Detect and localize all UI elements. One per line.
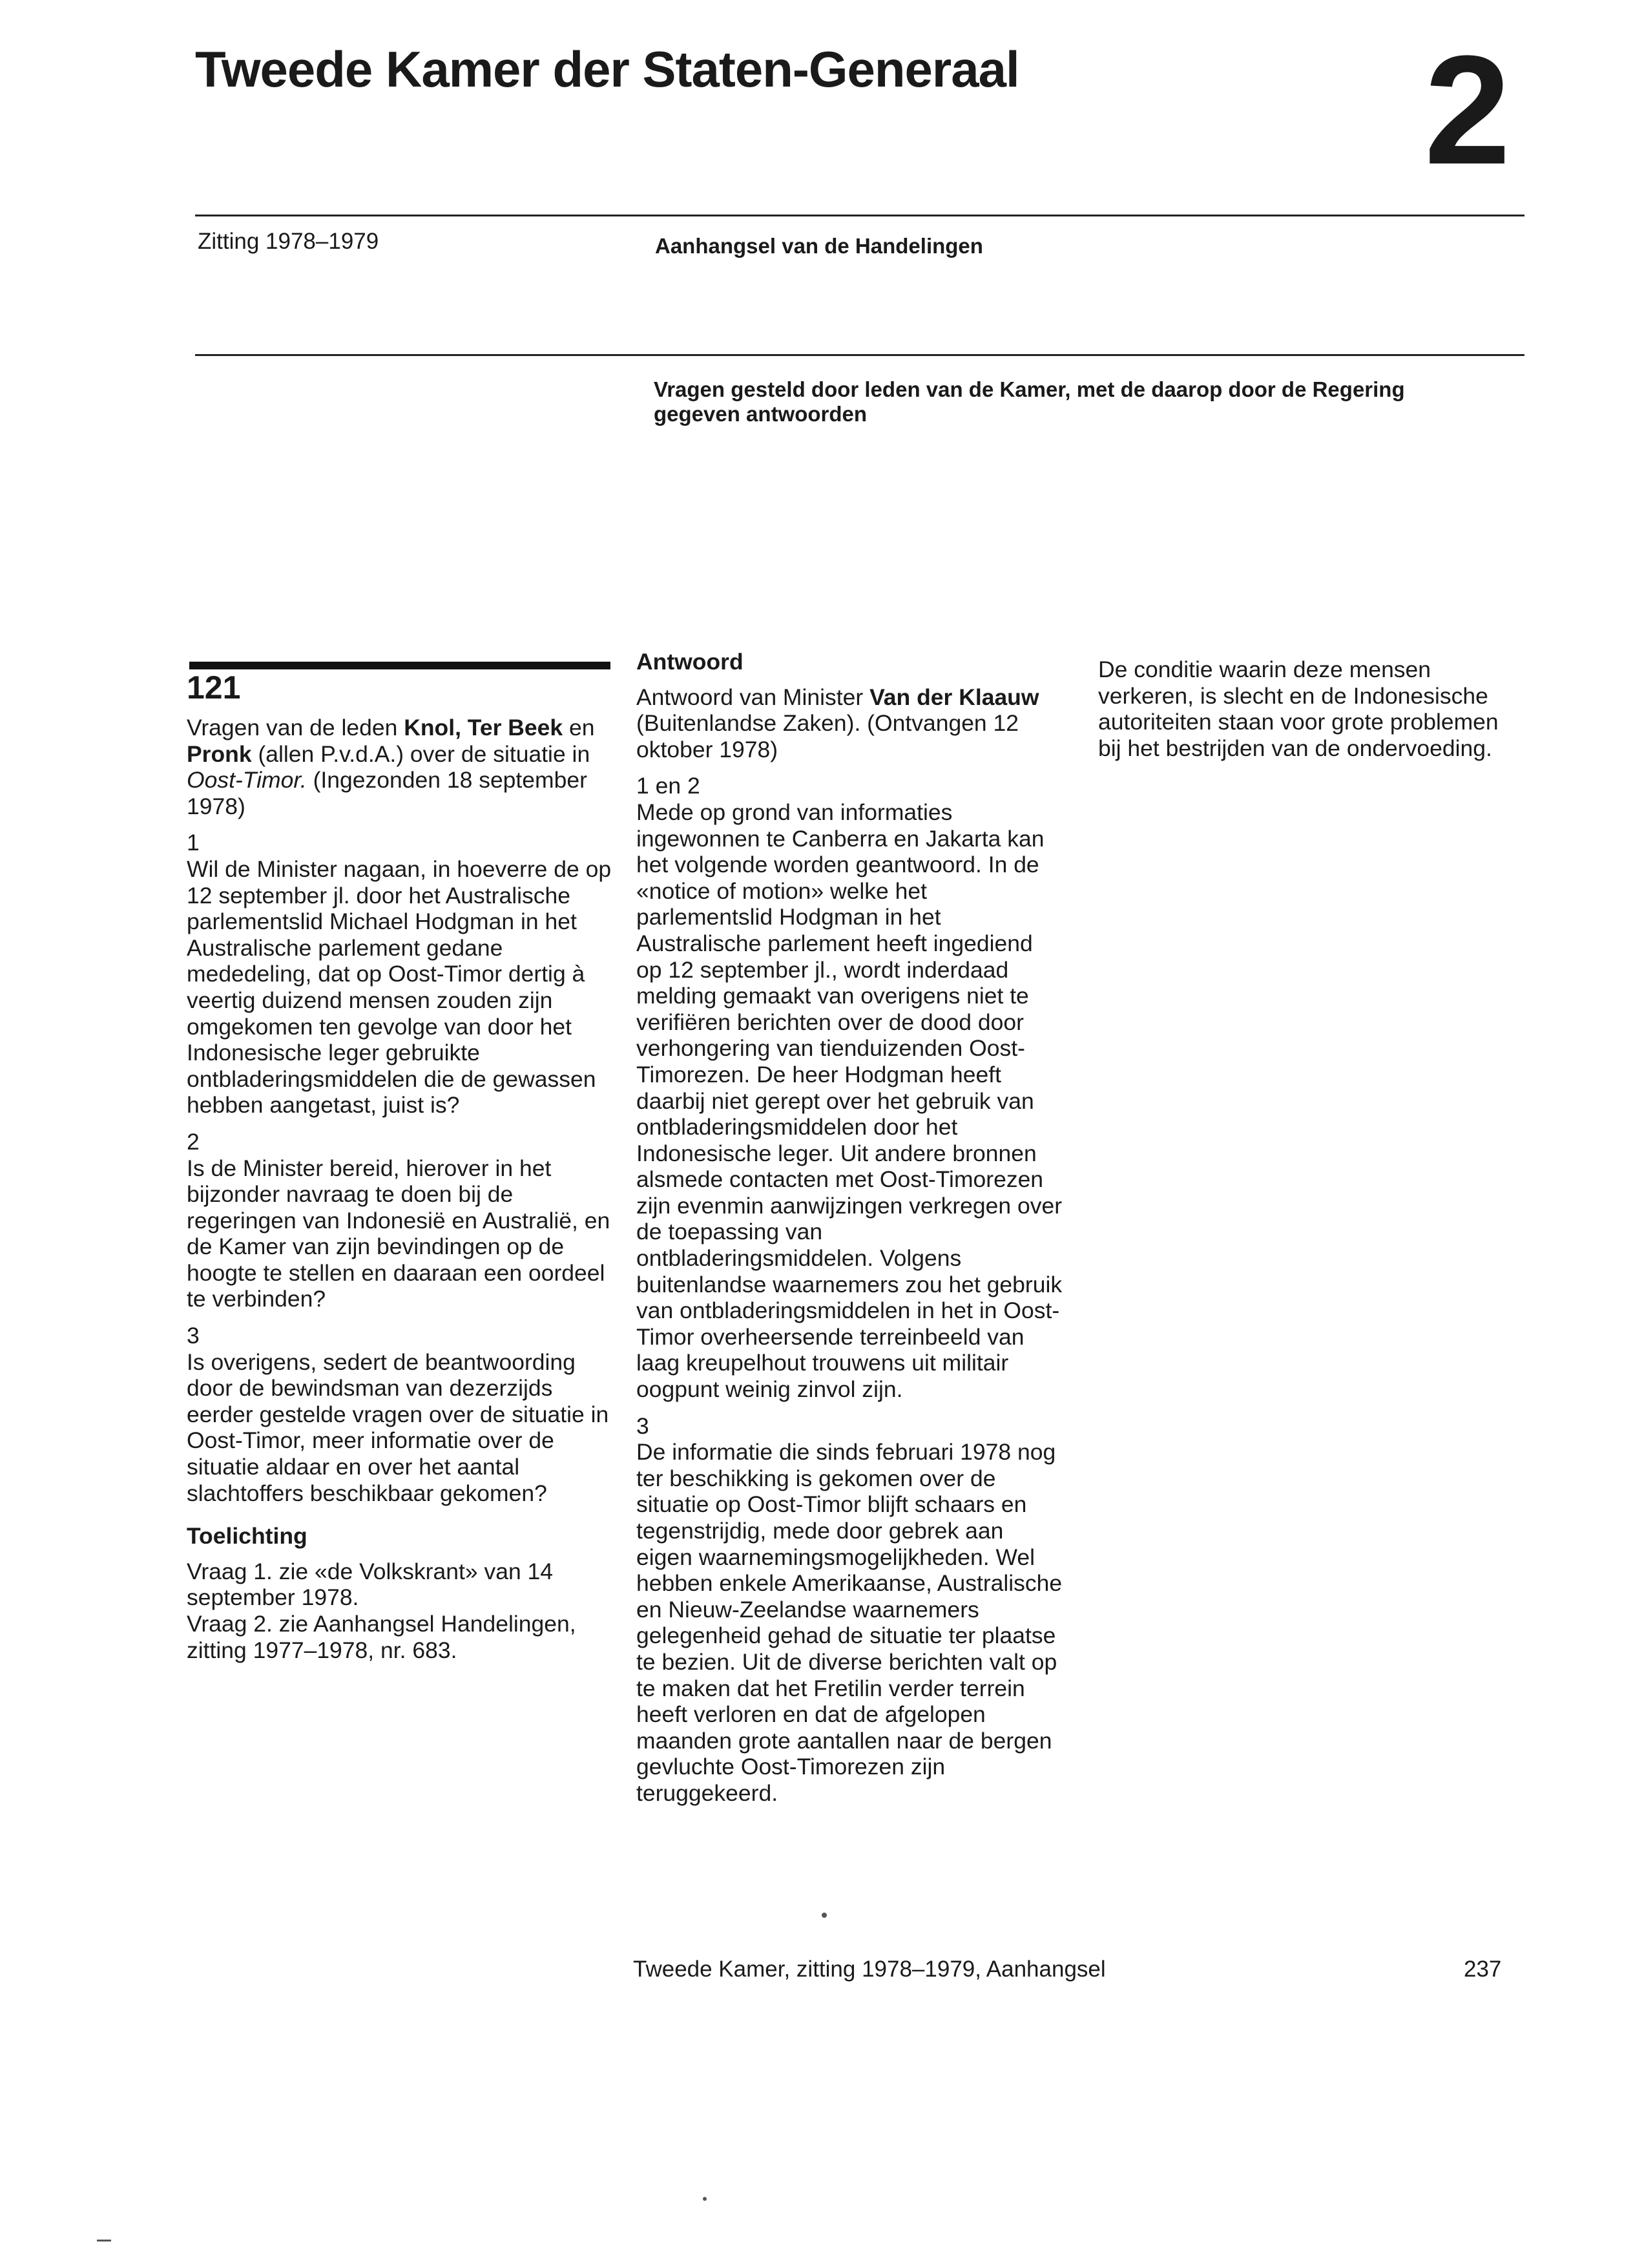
question-1-label: 1: [187, 830, 200, 856]
page-number: 237: [1464, 1957, 1502, 1982]
answer-1-2-label: 1 en 2: [636, 773, 700, 799]
question-1-text: Wil de Minister nagaan, in hoeverre de op 12 september jl. door het Australische parlementslid Michael Hodgman in het Australische parlement gedane mededeling, dat op Oost-Timor dertig à veertig duizend mensen zouden zijn omgekomen ten gevolge van door het Indonesische leger gebruikte ontbladeringsmiddelen die de gewassen hebben aangetast, juist is?: [187, 856, 612, 1118]
footer-text: Tweede Kamer, zitting 1978–1979, Aanhangsel: [633, 1957, 1106, 1982]
scan-speck: [822, 1913, 827, 1918]
notes-heading: Toelichting: [187, 1523, 307, 1549]
question-2-label: 2: [187, 1128, 200, 1155]
answer-column: [636, 649, 1063, 1807]
answer-3-text: De informatie die sinds februari 1978 nog ter beschikking is gekomen over de situatie op Oost-Timor blijft schaars en tegenstrijdig, mede door gebrek aan eigen waarnemingsmogelijkheden. Wel hebben enkele Amerikaanse, Australische en Nieuw-Zeelandse waarnemers gelegenheid gehad de situatie ter plaatse te bezien. Uit de diverse berichten valt op te maken dat het Fretilin verder terrein heeft verloren en dat de afgelopen maanden grote aantallen naar de bergen gevluchte Oost-Timorezen zijn teruggekeerd.: [636, 1439, 1063, 1806]
question-2-text: Is de Minister bereid, hierover in het bijzonder navraag te doen bij de regeringen van Indonesië en Australië, en de Kamer van zijn bevindingen op de hoogte te stellen en daaraan een oordeel te verbinden?: [187, 1155, 610, 1312]
continuation-column: [1098, 656, 1524, 761]
header-divider-top: [195, 215, 1524, 216]
question-number: 121: [187, 669, 241, 706]
document-subtitle: Vragen gesteld door leden van de Kamer, met de daarop door de Regering gegeven antwoorden: [654, 377, 1405, 426]
note-2: Vraag 2. zie Aanhangsel Handelingen, zitting 1977–1978, nr. 683.: [187, 1611, 576, 1663]
publication-label: Aanhangsel van de Handelingen: [655, 234, 983, 258]
note-1: Vraag 1. zie «de Volkskrant» van 14 september 1978.: [187, 1558, 554, 1611]
section-number: 2: [1424, 23, 1511, 196]
scan-speck: [703, 2197, 707, 2201]
session-label: Zitting 1978–1979: [198, 229, 379, 254]
question-3-text: Is overigens, sedert de beantwoording door de bewindsman van dezerzijds eerder gestelde vragen over de situatie in Oost-Timor, meer informatie over de situatie aldaar en over het aantal slachtoffers beschikbaar gekomen?: [187, 1349, 609, 1506]
question-column: [187, 666, 613, 1663]
answer-heading: Antwoord: [636, 649, 744, 675]
question-intro: Vragen van de leden Knol, Ter Beek en Pronk (allen P.v.d.A.) over de situatie in Oost-Timor. (Ingezonden 18 september 1978): [187, 715, 595, 819]
answer-1-2-text: Mede op grond van informaties ingewonnen te Canberra en Jakarta kan het volgende worden geantwoord. In de «notice of motion» welke het parlementslid Hodgman in het Australische parlement heeft ingediend op 12 september jl., wordt inderdaad melding gemaakt van overigens niet te verifiëren berichten over de dood door verhongering van tienduizenden Oost-Timorezen. De heer Hodgman heeft daarbij niet gerept over het gebruik van ontbladeringsmiddelen door het Indonesische leger. Uit andere bronnen alsmede contacten met Oost-Timorezen zijn evenmin aanwijzingen verkregen over de toepassing van ontbladeringsmiddelen. Volgens buitenlandse waarnemers zou het gebruik van ontbladeringsmiddelen in het in Oost-Timor overheersende terreinbeeld van laag kreupelhout trouwens uit militair oogpunt weinig zinvol zijn.: [636, 799, 1063, 1403]
scan-speck: [97, 2240, 111, 2242]
answer-3-label: 3: [636, 1412, 649, 1439]
question-3-label: 3: [187, 1323, 200, 1349]
page-title: Tweede Kamer der Staten-Generaal: [195, 41, 1019, 98]
answer-continuation: De conditie waarin deze mensen verkeren, is slecht en de Indonesische autoriteiten staan voor grote problemen bij het bestrijden van de ondervoeding.: [1098, 656, 1499, 761]
answer-intro: Antwoord van Minister Van der Klaauw (Buitenlandse Zaken). (Ontvangen 12 oktober 1978): [636, 684, 1039, 762]
header-divider-bottom: [195, 354, 1524, 356]
